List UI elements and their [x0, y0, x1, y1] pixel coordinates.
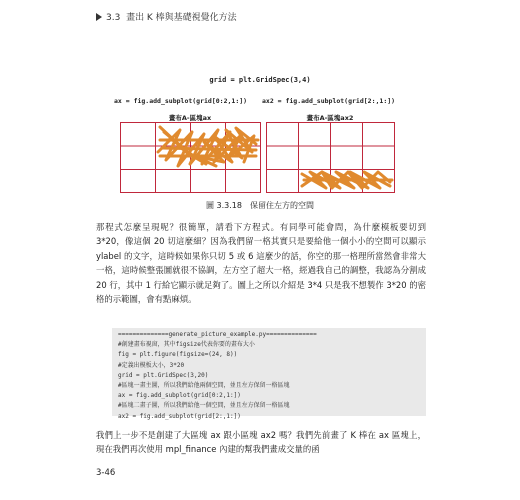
code-line: ax2 = fig.add_subplot(grid[2:,1:]): [118, 412, 241, 420]
figure-left-code: ax = fig.add_subplot(grid[0:2,1:]): [114, 97, 248, 105]
figure-right-code: ax2 = fig.add_subplot(grid[2:,1:]): [262, 97, 396, 105]
figure-caption: 圖 3.3.18 保留住左方的空間: [206, 201, 314, 210]
right-grid-diagram: [266, 122, 396, 194]
code-line: grid = plt.GridSpec(3,20): [118, 371, 209, 379]
code-line: ==============generate_picture_example.py==============: [118, 331, 317, 338]
code-line: #定義出模板大小，3*20: [118, 361, 185, 369]
ax2-scribble: [302, 172, 392, 188]
section-number: 3.3: [106, 13, 121, 23]
figure-right-label: 畫布A-區塊ax2: [306, 114, 354, 122]
code-line: #區塊一畫主圖，所以我們給他兩個空間，並且左方保留一格區塊: [118, 382, 290, 390]
section-header: [96, 10, 237, 23]
code-block: [112, 328, 426, 420]
figure-top-code: grid = plt.GridSpec(3,4): [209, 76, 311, 84]
code-line: fig = plt.figure(figsize=(24, 8)): [118, 351, 238, 359]
section-title: 畫出 K 棒與基礎視覺化方法: [126, 13, 237, 23]
code-line: #區塊二畫子圖，所以我們給他一個空間，並且左方保留一格區塊: [118, 402, 290, 410]
ax-scribble: [158, 127, 258, 166]
code-line: #創建畫布視窗，其中figsize代表你要的畫布大小: [118, 341, 255, 349]
page-number: 3-46: [96, 468, 116, 478]
code-line: ax = fig.add_subplot(grid[0:2,1:]): [118, 392, 241, 400]
paragraph-1: 那程式怎麼呈現呢？很簡單，請看下方程式。有同學可能會問，為什麼模板要切到 3*20，像這個 20 切這麼細？因為我們留一格其實只是要給他一個小小的空間可以顯示 ylabel 的文字，這時候如果你只切 5 或 6 這麼少的話，你空的那一格理所當然會非常大一格，這時候整張圖就很不協調，左方空了超大一格，經過我自己的調整，我認為分割成 20 行，其中 1 行給它顯示就足夠了。圖上之所以介紹是 3*4 只是我不想製作 3*20 的密格的示範圖，會有點麻煩。: [96, 222, 426, 305]
figure-left-label: 畫布A-區塊ax: [168, 114, 212, 122]
paragraph-2: 我們上一步不是創建了大區塊 ax 跟小區塊 ax2 嗎？我們先前畫了 K 棒在 ax 區塊上，現在我們再次使用 mpl_finance 內建的幫我們畫成交量的函: [96, 430, 426, 455]
left-grid-diagram: [120, 122, 262, 194]
triangle-marker-icon: [96, 13, 102, 21]
